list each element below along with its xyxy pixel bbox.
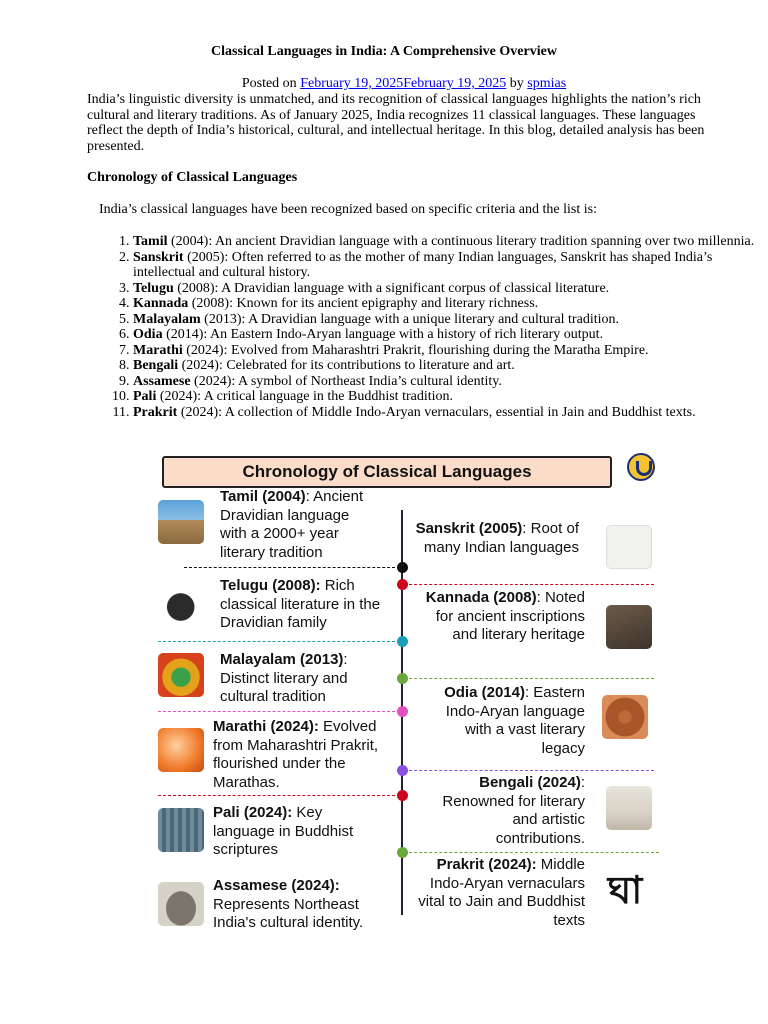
entry-head: Sanskrit (2005) xyxy=(415,520,523,537)
sanskrit-script-image xyxy=(606,525,652,569)
timeline-dot xyxy=(397,562,408,573)
language-desc: (2024): A collection of Middle Indo-Aryan vernaculars, essential in Jain and Buddhist texts. xyxy=(177,404,696,420)
timeline-dot xyxy=(397,636,408,647)
list-item xyxy=(133,389,768,405)
entry-head: Kannada (2008) xyxy=(425,589,537,606)
language-name: Marathi xyxy=(133,342,183,358)
bengali-letter-icon: ঘা xyxy=(607,868,643,912)
timeline-entry-prakrit xyxy=(410,856,585,930)
emblem-logo-icon xyxy=(627,453,655,481)
language-name: Prakrit xyxy=(133,404,178,420)
list-item xyxy=(133,374,768,390)
entry-text: : Renowned for literary and artistic contributions. xyxy=(442,774,585,847)
entry-text: : Root of many Indian languages xyxy=(423,520,579,556)
entry-head: Tamil (2004) xyxy=(220,488,306,505)
language-desc: (2014): An Eastern Indo-Aryan language with a history of rich literary output. xyxy=(162,327,604,342)
timeline-entry-pali xyxy=(213,804,378,860)
list-item xyxy=(133,405,768,421)
entry-text: Key language in Buddhist scriptures xyxy=(213,804,354,858)
timeline-connector xyxy=(184,567,400,568)
list-item xyxy=(133,312,768,328)
timeline-dot xyxy=(397,579,408,590)
language-name: Telugu xyxy=(133,280,174,296)
sculpture-image xyxy=(606,605,652,649)
timeline-entry-marathi xyxy=(213,718,403,792)
timeline-dot xyxy=(397,847,408,858)
list-item xyxy=(133,250,768,281)
timeline-connector xyxy=(158,711,400,712)
timeline-entry-sanskrit xyxy=(412,520,579,557)
language-desc: (2005): Often referred to as the mother of many Indian languages, Sanskrit has shaped India’s intellectual and cultural history. xyxy=(133,249,713,280)
posted-prefix: Posted on xyxy=(241,76,297,91)
language-desc: (2013): A Dravidian language with a unique literary and cultural tradition. xyxy=(200,311,619,327)
language-desc: (2024): Celebrated for its contributions to literature and art. xyxy=(178,358,515,373)
language-name: Kannada xyxy=(133,296,189,311)
rhino-image xyxy=(158,882,204,926)
language-name: Bengali xyxy=(133,358,179,373)
language-name: Assamese xyxy=(133,373,191,389)
infographic-title: Chronology of Classical Languages xyxy=(162,456,612,488)
section-heading: Chronology of Classical Languages xyxy=(87,170,298,185)
language-desc: (2004): An ancient Dravidian language with a continuous literary tradition spanning over two millennia. xyxy=(167,234,755,249)
entry-head: Odia (2014) xyxy=(444,684,525,701)
post-meta xyxy=(0,76,768,92)
language-desc: (2024): A symbol of Northeast India’s cultural identity. xyxy=(190,373,502,389)
timeline-entry-bengali xyxy=(420,774,585,848)
language-desc: (2024): Evolved from Maharashtri Prakrit, flourishing during the Maratha Empire. xyxy=(182,342,649,358)
list-item xyxy=(133,234,768,250)
timeline-connector xyxy=(158,795,400,796)
timeline-entry-tamil xyxy=(220,488,380,562)
marathi-art-image xyxy=(158,728,204,772)
list-item xyxy=(133,281,768,297)
entry-head: Bengali (2024) xyxy=(479,774,581,791)
language-desc: (2008): A Dravidian language with a significant corpus of classical literature. xyxy=(173,280,610,296)
entry-head: Telugu (2008): xyxy=(220,577,321,594)
timeline-connector xyxy=(404,678,654,679)
language-name: Sanskrit xyxy=(133,249,184,265)
list-item xyxy=(133,327,768,343)
entry-head: Prakrit (2024): xyxy=(436,856,537,873)
timeline-entry-telugu xyxy=(220,577,385,633)
pali-inscription-image xyxy=(158,808,204,852)
language-desc: (2008): Known for its ancient epigraphy and literary richness. xyxy=(188,296,539,311)
entry-text: Rich classical literature in the Dravidian family xyxy=(220,577,381,631)
language-name: Malayalam xyxy=(133,311,201,327)
list-item xyxy=(133,358,768,374)
posted-by: by xyxy=(509,76,524,91)
kathakali-image xyxy=(158,653,204,697)
lead-paragraph: India’s classical languages have been recognized based on specific criteria and the list is: xyxy=(99,202,597,217)
entry-text: Middle Indo-Aryan vernaculars vital to Jain and Buddhist texts xyxy=(418,856,585,929)
entry-head: Pali (2024): xyxy=(213,804,293,821)
entry-text: : Noted for ancient inscriptions and literary heritage xyxy=(435,589,585,643)
timeline-entry-malayalam xyxy=(220,651,385,707)
timeline-connector xyxy=(158,641,400,642)
entry-text: : Ancient Dravidian language with a 2000+ year literary tradition xyxy=(220,488,364,561)
post-date-link[interactable]: February 19, 2025February 19, 2025 xyxy=(300,76,507,91)
chronology-infographic xyxy=(154,450,664,935)
entry-head: Marathi (2024): xyxy=(213,718,319,735)
timeline-dot xyxy=(397,706,408,717)
timeline-entry-odia xyxy=(422,684,585,758)
language-desc: (2024): A critical language in the Buddhist tradition. xyxy=(156,389,454,404)
timeline-connector xyxy=(404,852,659,853)
languages-list xyxy=(87,234,768,420)
timeline-connector xyxy=(404,584,654,585)
konark-wheel-image xyxy=(602,695,648,739)
entry-head: Malayalam (2013) xyxy=(220,651,344,668)
entry-text: : Eastern Indo-Aryan language with a vast literary legacy xyxy=(445,684,585,757)
entry-text: Represents Northeast India's cultural identity. xyxy=(213,895,364,931)
temple-image xyxy=(158,500,204,544)
list-item xyxy=(133,343,768,359)
language-name: Tamil xyxy=(133,234,168,249)
page-title: Classical Languages in India: A Comprehensive Overview xyxy=(211,44,557,59)
entry-text: Evolved from Maharashtri Prakrit, flourished under the Marathas. xyxy=(213,718,379,791)
timeline-entry-assamese xyxy=(213,877,388,933)
timeline-entry-kannada xyxy=(410,589,585,645)
list-item xyxy=(133,296,768,312)
language-name: Pali xyxy=(133,389,157,404)
entry-text: : Distinct literary and cultural tradition xyxy=(220,651,348,705)
state-map-icon xyxy=(160,585,206,629)
timeline-connector xyxy=(404,770,654,771)
landscape-image xyxy=(606,786,652,830)
timeline-dot xyxy=(397,673,408,684)
author-link[interactable]: spmias xyxy=(527,76,567,91)
language-name: Odia xyxy=(133,327,163,342)
intro-paragraph: India’s linguistic diversity is unmatched, and its recognition of classical languages highlights the nation’s rich cultural and literary traditions. As of January 2025, India recognizes 11 classical languages. These languages reflect the depth of India’s historical, cultural, and intellectual heritage. In this blog, detailed analysis has been presented. xyxy=(87,92,705,154)
entry-head: Assamese (2024): xyxy=(213,877,340,894)
